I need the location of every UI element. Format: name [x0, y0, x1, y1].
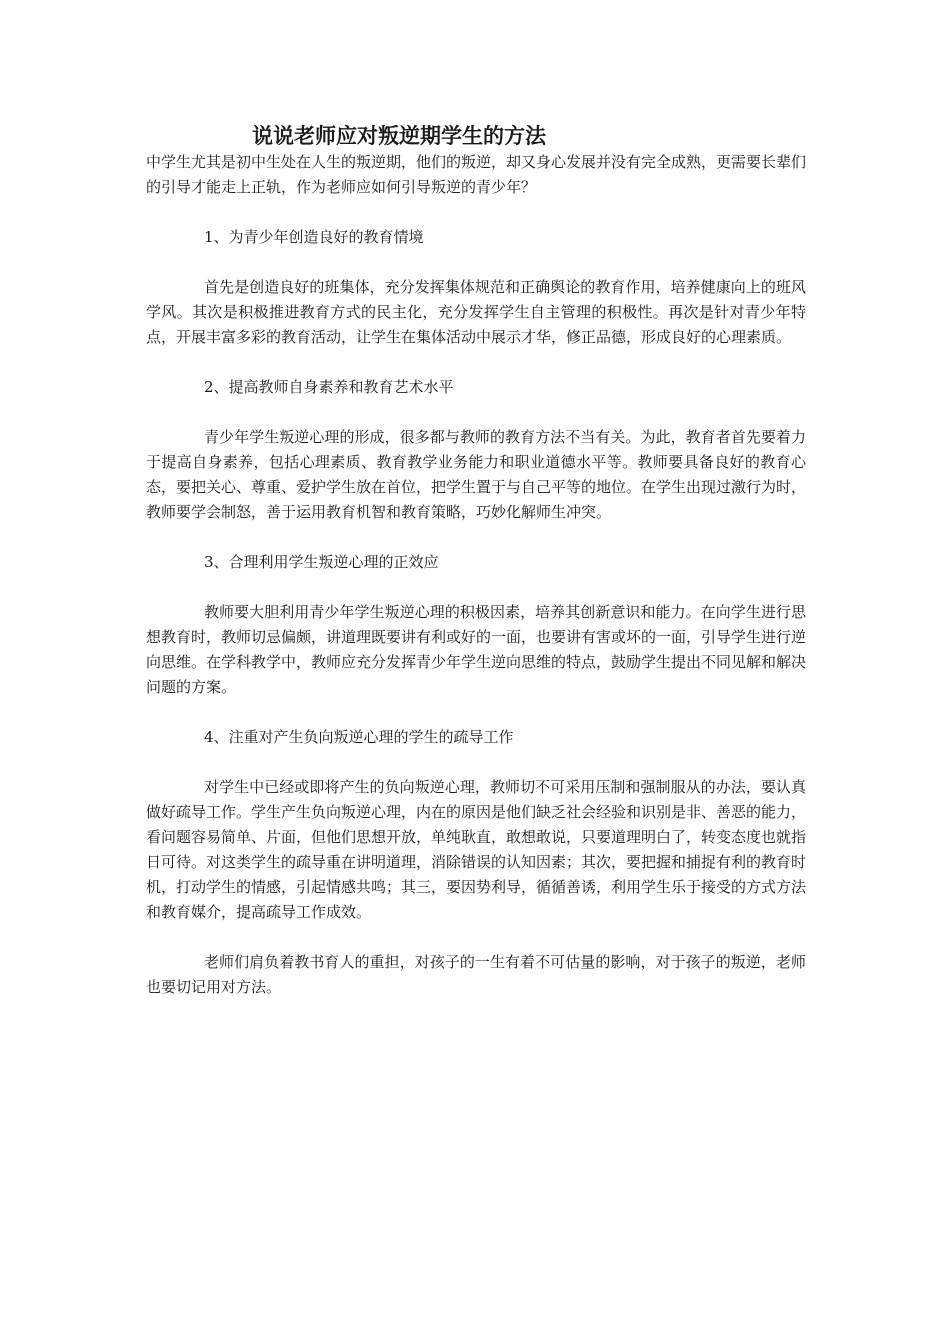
section-body-3: 教师要大胆利用青少年学生叛逆心理的积极因素，培养其创新意识和能力。在向学生进行思想教育时，教师切忌偏颇，讲道理既要讲有利或好的一面，也要讲有害或坏的一面，引导学生进行逆向思维。在学科教学中，教师应充分发挥青少年学生逆向思维的特点，鼓励学生提出不同见解和解决问题的方案。	[146, 603, 807, 696]
intro-paragraph: 中学生尤其是初中生处在人生的叛逆期，他们的叛逆，却又身心发展并没有完全成熟，更需要长辈们的引导才能走上正轨，作为老师应如何引导叛逆的青少年？	[146, 153, 807, 196]
section-body-4: 对学生中已经或即将产生的负向叛逆心理，教师切不可采用压制和强制服从的办法，要认真做好疏导工作。学生产生负向叛逆心理，内在的原因是他们缺乏社会经验和识别是非、善恶的能力，看问题容易简单、片面，但他们思想开放，单纯耿直，敢想敢说，只要道理明白了，转变态度也就指日可待。对这类学生的疏导重在讲明道理，消除错误的认知因素；其次，要把握和捕捉有利的教育时机，打动学生的情感，引起情感共鸣；其三，要因势利导，循循善诱，利用学生乐于接受的方式方法和教育媒介，提高疏导工作成效。	[146, 778, 807, 921]
section-heading-4: 4、注重对产生负向叛逆心理的学生的疏导工作	[204, 728, 514, 746]
section-heading-3: 3、合理利用学生叛逆心理的正效应	[204, 553, 439, 571]
section-body-2: 青少年学生叛逆心理的形成，很多都与教师的教育方法不当有关。为此，教育者首先要着力于提高自身素养，包括心理素质、教育教学业务能力和职业道德水平等。教师要具备良好的教育心态，要把关心、尊重、爱护学生放在首位，把学生置于与自己平等的地位。在学生出现过激行为时，教师要学会制怒，善于运用教育机智和教育策略，巧妙化解师生冲突。	[146, 428, 807, 521]
section-heading-1: 1、为青少年创造良好的教育情境	[204, 228, 424, 246]
section-body-1: 首先是创造良好的班集体，充分发挥集体规范和正确舆论的教育作用，培养健康向上的班风学风。其次是积极推进教育方式的民主化，充分发挥学生自主管理的积极性。再次是针对青少年特点，开展丰富多彩的教育活动，让学生在集体活动中展示才华，修正品德，形成良好的心理素质。	[146, 278, 806, 346]
conclusion-paragraph: 老师们肩负着教书育人的重担，对孩子的一生有着不可估量的影响，对于孩子的叛逆，老师也要切记用对方法。	[146, 953, 806, 996]
document-title: 说说老师应对叛逆期学生的方法	[252, 123, 546, 148]
document-body	[146, 150, 806, 1000]
section-heading-2: 2、提高教师自身素养和教育艺术水平	[204, 378, 454, 396]
